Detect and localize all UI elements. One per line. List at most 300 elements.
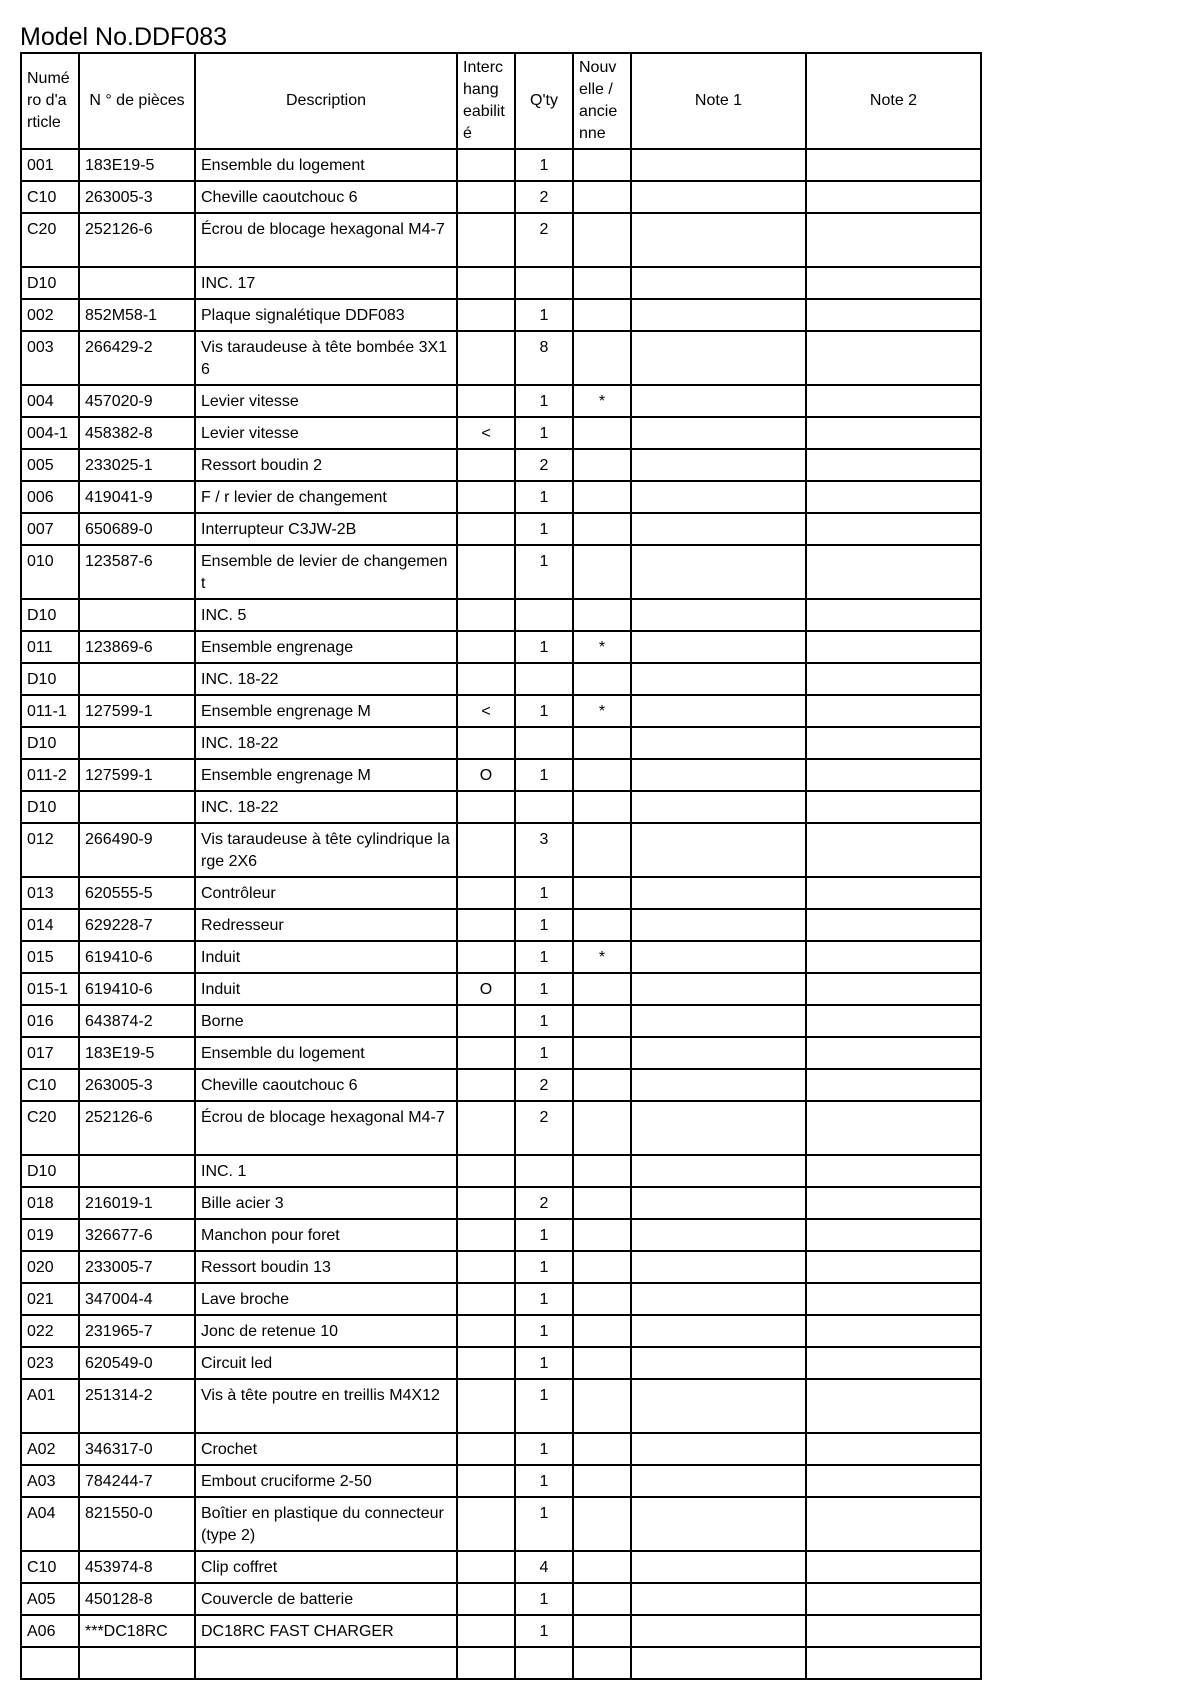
- cell-interchangeability: [457, 1433, 515, 1465]
- cell-part-number: ***DC18RC: [79, 1615, 195, 1647]
- cell-quantity: 1: [515, 1465, 573, 1497]
- cell-part-number: 183E19-5: [79, 1037, 195, 1069]
- cell-quantity: 1: [515, 1037, 573, 1069]
- cell-interchangeability: [457, 545, 515, 599]
- table-row: [21, 513, 981, 545]
- cell-interchangeability: [457, 663, 515, 695]
- table-row: [21, 909, 981, 941]
- cell-new-old: [573, 513, 631, 545]
- cell-part-number: 231965-7: [79, 1315, 195, 1347]
- cell-interchangeability: [457, 1251, 515, 1283]
- cell-new-old: [573, 1005, 631, 1037]
- cell-new-old: [573, 1219, 631, 1251]
- cell-part-number: 263005-3: [79, 1069, 195, 1101]
- cell-item-number: 002: [21, 299, 79, 331]
- cell-note-1: [631, 545, 806, 599]
- cell-quantity: 1: [515, 759, 573, 791]
- cell-description: Levier vitesse: [195, 417, 457, 449]
- cell-item-number: 010: [21, 545, 79, 599]
- cell-interchangeability: <: [457, 695, 515, 727]
- cell-note-1: [631, 181, 806, 213]
- cell-new-old: [573, 663, 631, 695]
- cell-new-old: [573, 417, 631, 449]
- cell-note-2: [806, 663, 981, 695]
- cell-new-old: [573, 727, 631, 759]
- cell-interchangeability: <: [457, 417, 515, 449]
- cell-part-number: 457020-9: [79, 385, 195, 417]
- cell-description: Ressort boudin 13: [195, 1251, 457, 1283]
- cell-interchangeability: [457, 1497, 515, 1551]
- cell-note-2: [806, 1433, 981, 1465]
- cell-quantity: 3: [515, 823, 573, 877]
- cell-interchangeability: [457, 941, 515, 973]
- cell-note-1: [631, 1583, 806, 1615]
- cell-part-number: 458382-8: [79, 417, 195, 449]
- cell-note-2: [806, 1347, 981, 1379]
- cell-interchangeability: [457, 1379, 515, 1433]
- cell-new-old: *: [573, 941, 631, 973]
- table-row: [21, 481, 981, 513]
- cell-quantity: 1: [515, 385, 573, 417]
- cell-note-1: [631, 481, 806, 513]
- cell-item-number: C10: [21, 181, 79, 213]
- cell-note-1: [631, 1069, 806, 1101]
- cell-quantity: 1: [515, 631, 573, 663]
- table-row: [21, 631, 981, 663]
- cell-note-2: [806, 1315, 981, 1347]
- cell-quantity: [515, 791, 573, 823]
- cell-item-number: 014: [21, 909, 79, 941]
- cell-description: Ressort boudin 2: [195, 449, 457, 481]
- cell-new-old: [573, 1187, 631, 1219]
- cell-part-number: 326677-6: [79, 1219, 195, 1251]
- cell-note-2: [806, 877, 981, 909]
- cell-quantity: [515, 727, 573, 759]
- cell-quantity: 1: [515, 973, 573, 1005]
- cell-new-old: [573, 1497, 631, 1551]
- cell-quantity: 1: [515, 1615, 573, 1647]
- cell-interchangeability: [457, 1315, 515, 1347]
- empty-cell: [806, 1647, 981, 1679]
- cell-item-number: 020: [21, 1251, 79, 1283]
- cell-quantity: 1: [515, 1283, 573, 1315]
- cell-note-1: [631, 599, 806, 631]
- cell-new-old: *: [573, 695, 631, 727]
- cell-note-2: [806, 727, 981, 759]
- cell-note-1: [631, 759, 806, 791]
- cell-new-old: [573, 1155, 631, 1187]
- cell-quantity: 1: [515, 1379, 573, 1433]
- empty-cell: [573, 1647, 631, 1679]
- cell-interchangeability: [457, 823, 515, 877]
- cell-note-1: [631, 1433, 806, 1465]
- table-row: [21, 1219, 981, 1251]
- cell-interchangeability: [457, 149, 515, 181]
- cell-part-number: 252126-6: [79, 1101, 195, 1155]
- cell-note-2: [806, 1069, 981, 1101]
- cell-note-1: [631, 149, 806, 181]
- table-row: [21, 449, 981, 481]
- cell-item-number: A04: [21, 1497, 79, 1551]
- empty-cell: [195, 1647, 457, 1679]
- cell-note-1: [631, 791, 806, 823]
- empty-cell: [79, 1647, 195, 1679]
- cell-note-1: [631, 1615, 806, 1647]
- cell-part-number: 233025-1: [79, 449, 195, 481]
- table-row: [21, 1037, 981, 1069]
- cell-part-number: 266429-2: [79, 331, 195, 385]
- cell-description: Redresseur: [195, 909, 457, 941]
- cell-note-1: [631, 1037, 806, 1069]
- table-row: [21, 299, 981, 331]
- cell-item-number: 022: [21, 1315, 79, 1347]
- cell-description: Interrupteur C3JW-2B: [195, 513, 457, 545]
- page-title: Model No.DDF083: [20, 23, 228, 51]
- cell-note-2: [806, 599, 981, 631]
- cell-item-number: 001: [21, 149, 79, 181]
- cell-description: Plaque signalétique DDF083: [195, 299, 457, 331]
- col-header-description: Description: [195, 53, 457, 149]
- cell-quantity: [515, 599, 573, 631]
- cell-new-old: [573, 823, 631, 877]
- cell-note-1: [631, 331, 806, 385]
- table-row: [21, 727, 981, 759]
- cell-quantity: 1: [515, 299, 573, 331]
- cell-note-2: [806, 449, 981, 481]
- table-row: [21, 1497, 981, 1551]
- cell-new-old: [573, 481, 631, 513]
- cell-description: Écrou de blocage hexagonal M4-7: [195, 213, 457, 267]
- cell-note-1: [631, 663, 806, 695]
- cell-note-1: [631, 213, 806, 267]
- cell-interchangeability: [457, 631, 515, 663]
- col-header-part-number: N ° de pièces: [79, 53, 195, 149]
- cell-quantity: 1: [515, 1251, 573, 1283]
- table-row: [21, 1347, 981, 1379]
- header-row: [21, 53, 981, 149]
- cell-item-number: D10: [21, 663, 79, 695]
- cell-new-old: [573, 181, 631, 213]
- cell-description: Cheville caoutchouc 6: [195, 181, 457, 213]
- cell-part-number: 263005-3: [79, 181, 195, 213]
- cell-note-2: [806, 973, 981, 1005]
- cell-description: Induit: [195, 973, 457, 1005]
- cell-description: Levier vitesse: [195, 385, 457, 417]
- cell-item-number: 005: [21, 449, 79, 481]
- cell-description: Circuit led: [195, 1347, 457, 1379]
- cell-description: Ensemble de levier de changement: [195, 545, 457, 599]
- cell-note-2: [806, 331, 981, 385]
- cell-quantity: 1: [515, 909, 573, 941]
- table-row: [21, 417, 981, 449]
- cell-new-old: [573, 1379, 631, 1433]
- cell-item-number: 019: [21, 1219, 79, 1251]
- cell-interchangeability: [457, 791, 515, 823]
- cell-description: INC. 1: [195, 1155, 457, 1187]
- cell-interchangeability: [457, 1615, 515, 1647]
- col-header-item-number: Numé ro d'a rticle: [21, 53, 79, 149]
- table-row: [21, 1251, 981, 1283]
- cell-quantity: [515, 267, 573, 299]
- cell-item-number: 004-1: [21, 417, 79, 449]
- cell-item-number: D10: [21, 1155, 79, 1187]
- table-row: [21, 149, 981, 181]
- cell-interchangeability: [457, 599, 515, 631]
- cell-part-number: 450128-8: [79, 1583, 195, 1615]
- cell-note-1: [631, 877, 806, 909]
- cell-description: Crochet: [195, 1433, 457, 1465]
- cell-note-2: [806, 417, 981, 449]
- cell-interchangeability: [457, 727, 515, 759]
- cell-description: Ensemble engrenage M: [195, 759, 457, 791]
- cell-note-2: [806, 1583, 981, 1615]
- cell-interchangeability: [457, 1347, 515, 1379]
- cell-description: Embout cruciforme 2-50: [195, 1465, 457, 1497]
- empty-cell: [631, 1647, 806, 1679]
- cell-quantity: [515, 1155, 573, 1187]
- cell-part-number: 123587-6: [79, 545, 195, 599]
- cell-note-2: [806, 267, 981, 299]
- cell-new-old: [573, 1283, 631, 1315]
- cell-item-number: 013: [21, 877, 79, 909]
- cell-interchangeability: [457, 481, 515, 513]
- cell-description: Vis à tête poutre en treillis M4X12: [195, 1379, 457, 1433]
- cell-item-number: A03: [21, 1465, 79, 1497]
- cell-note-1: [631, 513, 806, 545]
- cell-note-2: [806, 385, 981, 417]
- cell-note-1: [631, 267, 806, 299]
- cell-note-2: [806, 1187, 981, 1219]
- cell-note-2: [806, 1155, 981, 1187]
- cell-description: Induit: [195, 941, 457, 973]
- cell-note-2: [806, 1251, 981, 1283]
- cell-item-number: 015-1: [21, 973, 79, 1005]
- cell-item-number: 011-1: [21, 695, 79, 727]
- cell-description: Ensemble engrenage M: [195, 695, 457, 727]
- cell-note-2: [806, 695, 981, 727]
- cell-description: Ensemble du logement: [195, 149, 457, 181]
- cell-quantity: 1: [515, 1497, 573, 1551]
- cell-new-old: [573, 759, 631, 791]
- cell-interchangeability: [457, 299, 515, 331]
- cell-item-number: 006: [21, 481, 79, 513]
- cell-note-2: [806, 1283, 981, 1315]
- cell-description: Ensemble engrenage: [195, 631, 457, 663]
- cell-description: Ensemble du logement: [195, 1037, 457, 1069]
- cell-part-number: 620555-5: [79, 877, 195, 909]
- cell-note-1: [631, 823, 806, 877]
- cell-note-2: [806, 941, 981, 973]
- cell-quantity: 2: [515, 1101, 573, 1155]
- table-row: [21, 791, 981, 823]
- cell-description: Boîtier en plastique du connecteur (type 2): [195, 1497, 457, 1551]
- table-row: [21, 267, 981, 299]
- table-row: [21, 941, 981, 973]
- cell-new-old: *: [573, 385, 631, 417]
- cell-interchangeability: [457, 181, 515, 213]
- cell-quantity: 1: [515, 1347, 573, 1379]
- cell-new-old: [573, 149, 631, 181]
- cell-note-1: [631, 299, 806, 331]
- cell-quantity: 8: [515, 331, 573, 385]
- table-row: [21, 213, 981, 267]
- cell-part-number: 852M58-1: [79, 299, 195, 331]
- cell-interchangeability: [457, 1283, 515, 1315]
- empty-cell: [457, 1647, 515, 1679]
- table-row: [21, 1069, 981, 1101]
- cell-new-old: [573, 1037, 631, 1069]
- cell-part-number: 347004-4: [79, 1283, 195, 1315]
- cell-quantity: 2: [515, 449, 573, 481]
- cell-quantity: 1: [515, 545, 573, 599]
- cell-part-number: 183E19-5: [79, 149, 195, 181]
- cell-item-number: 021: [21, 1283, 79, 1315]
- cell-description: DC18RC FAST CHARGER: [195, 1615, 457, 1647]
- cell-note-2: [806, 149, 981, 181]
- cell-new-old: [573, 791, 631, 823]
- cell-part-number: [79, 663, 195, 695]
- cell-part-number: 216019-1: [79, 1187, 195, 1219]
- cell-item-number: C10: [21, 1069, 79, 1101]
- cell-new-old: [573, 331, 631, 385]
- cell-note-1: [631, 1379, 806, 1433]
- cell-part-number: 620549-0: [79, 1347, 195, 1379]
- cell-item-number: 011-2: [21, 759, 79, 791]
- table-row: [21, 1465, 981, 1497]
- cell-interchangeability: [457, 1069, 515, 1101]
- cell-part-number: 346317-0: [79, 1433, 195, 1465]
- cell-note-2: [806, 759, 981, 791]
- cell-interchangeability: [457, 877, 515, 909]
- table-row: [21, 331, 981, 385]
- cell-interchangeability: [457, 1583, 515, 1615]
- cell-part-number: 784244-7: [79, 1465, 195, 1497]
- table-row: [21, 823, 981, 877]
- cell-interchangeability: [457, 909, 515, 941]
- cell-part-number: 233005-7: [79, 1251, 195, 1283]
- cell-note-2: [806, 631, 981, 663]
- cell-description: INC. 18-22: [195, 663, 457, 695]
- cell-item-number: D10: [21, 267, 79, 299]
- cell-quantity: 1: [515, 417, 573, 449]
- cell-description: INC. 18-22: [195, 791, 457, 823]
- cell-item-number: D10: [21, 727, 79, 759]
- cell-note-2: [806, 481, 981, 513]
- cell-note-1: [631, 1155, 806, 1187]
- cell-note-2: [806, 1615, 981, 1647]
- table-row: [21, 1155, 981, 1187]
- cell-part-number: 821550-0: [79, 1497, 195, 1551]
- cell-interchangeability: [457, 1155, 515, 1187]
- cell-description: INC. 18-22: [195, 727, 457, 759]
- cell-description: Manchon pour foret: [195, 1219, 457, 1251]
- cell-interchangeability: [457, 331, 515, 385]
- cell-quantity: [515, 663, 573, 695]
- parts-table: [20, 52, 982, 1680]
- cell-new-old: [573, 1583, 631, 1615]
- col-header-note-2: Note 2: [806, 53, 981, 149]
- table-row: [21, 545, 981, 599]
- cell-part-number: 619410-6: [79, 941, 195, 973]
- cell-part-number: 650689-0: [79, 513, 195, 545]
- table-row: [21, 1379, 981, 1433]
- cell-part-number: 453974-8: [79, 1551, 195, 1583]
- cell-part-number: 123869-6: [79, 631, 195, 663]
- cell-new-old: [573, 1433, 631, 1465]
- cell-quantity: 2: [515, 181, 573, 213]
- cell-quantity: 1: [515, 513, 573, 545]
- cell-description: Bille acier 3: [195, 1187, 457, 1219]
- cell-interchangeability: [457, 513, 515, 545]
- cell-note-1: [631, 1497, 806, 1551]
- cell-item-number: 003: [21, 331, 79, 385]
- cell-part-number: [79, 1155, 195, 1187]
- cell-note-1: [631, 1251, 806, 1283]
- table-row: [21, 973, 981, 1005]
- cell-interchangeability: [457, 449, 515, 481]
- cell-item-number: 012: [21, 823, 79, 877]
- cell-new-old: [573, 299, 631, 331]
- cell-part-number: [79, 267, 195, 299]
- cell-part-number: 127599-1: [79, 759, 195, 791]
- cell-new-old: [573, 1465, 631, 1497]
- col-header-interchangeability: Interc hang eabilit é: [457, 53, 515, 149]
- cell-new-old: [573, 449, 631, 481]
- cell-description: F / r levier de changement: [195, 481, 457, 513]
- cell-note-2: [806, 1379, 981, 1433]
- cell-interchangeability: [457, 213, 515, 267]
- cell-item-number: A02: [21, 1433, 79, 1465]
- cell-note-2: [806, 1101, 981, 1155]
- cell-item-number: 004: [21, 385, 79, 417]
- table-row: [21, 1583, 981, 1615]
- cell-note-1: [631, 1347, 806, 1379]
- cell-note-1: [631, 1005, 806, 1037]
- cell-note-1: [631, 1465, 806, 1497]
- cell-description: INC. 5: [195, 599, 457, 631]
- cell-description: Couvercle de batterie: [195, 1583, 457, 1615]
- cell-note-1: [631, 631, 806, 663]
- cell-quantity: 1: [515, 1005, 573, 1037]
- cell-part-number: 266490-9: [79, 823, 195, 877]
- cell-item-number: D10: [21, 599, 79, 631]
- cell-item-number: C20: [21, 1101, 79, 1155]
- cell-part-number: 419041-9: [79, 481, 195, 513]
- cell-item-number: A06: [21, 1615, 79, 1647]
- cell-item-number: 011: [21, 631, 79, 663]
- cell-interchangeability: O: [457, 759, 515, 791]
- table-row: [21, 1433, 981, 1465]
- cell-description: Contrôleur: [195, 877, 457, 909]
- cell-note-2: [806, 791, 981, 823]
- cell-interchangeability: O: [457, 973, 515, 1005]
- cell-note-1: [631, 909, 806, 941]
- cell-quantity: 1: [515, 1583, 573, 1615]
- cell-note-1: [631, 417, 806, 449]
- cell-note-1: [631, 1219, 806, 1251]
- cell-note-1: [631, 385, 806, 417]
- cell-quantity: 2: [515, 213, 573, 267]
- cell-item-number: C20: [21, 213, 79, 267]
- col-header-note-1: Note 1: [631, 53, 806, 149]
- cell-note-1: [631, 695, 806, 727]
- cell-quantity: 1: [515, 941, 573, 973]
- cell-item-number: 017: [21, 1037, 79, 1069]
- cell-quantity: 1: [515, 695, 573, 727]
- cell-interchangeability: [457, 385, 515, 417]
- table-row: [21, 1187, 981, 1219]
- cell-note-1: [631, 1283, 806, 1315]
